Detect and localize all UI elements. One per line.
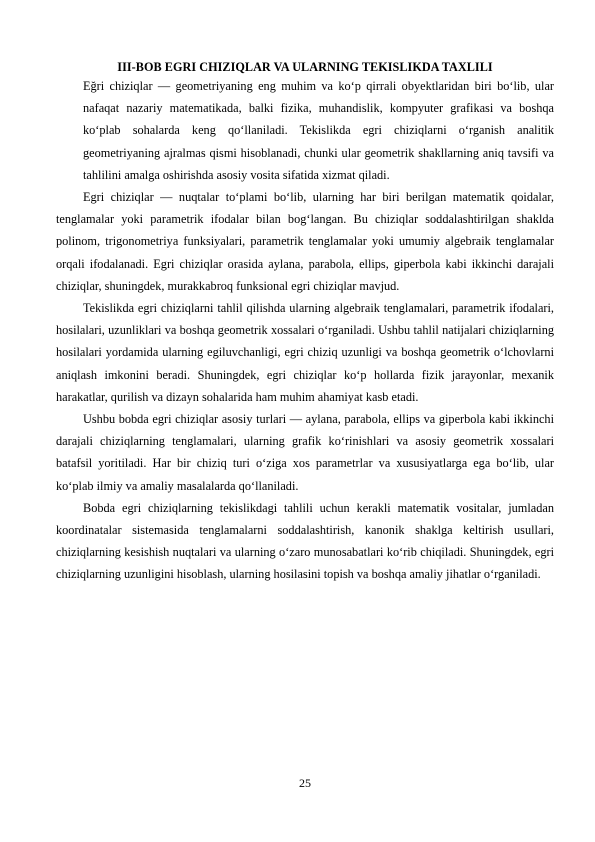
paragraph-4: Ushbu bobda egri chiziqlar asosiy turlari — aylana, parabola, ellips va giperbola kabi ikkinchi darajali chiziqlarning tenglamalari, ularning grafik ko‘rinishlari va asosiy geometrik xossalari batafsil yoritiladi. Har bir chiziq turi o‘ziga xos parametrlar va xususiyatlarga ega bo‘lib, ular ko‘plab ilmiy va amaliy masalalarda qo‘llaniladi. — [56, 412, 554, 493]
paragraph-3: Tekislikda egri chiziqlarni tahlil qilishda ularning algebraik tenglamalari, parametrik ifodalari, hosilalari, uzunliklari va boshqa geometrik xossalari o‘rganiladi. Ushbu tahlil natijalari chiziqlarning hosilalari yordamida ularning egiluvchanligi, egri chiziq uzunligi va boshqa geometrik o‘lchovlarni aniqlash imkonini beradi. Shuningdek, egri chiziqlar ko‘p hollarda fizik jarayonlar, mexanik harakatlar, qurilish va dizayn sohalarida ham muhim ahamiyat kasb etadi. — [56, 301, 554, 404]
paragraph-5: Bobda egri chiziqlarning tekislikdagi tahlili uchun kerakli matematik vositalar, jumladan koordinatalar sistemasida tenglamalarni soddalashtirish, kanonik shaklga keltirish usullari, chiziqlarning kesishish nuqtalari va ularning o‘zaro munosabatlari ko‘rib chiqiladi. Shuningdek, egri chiziqlarning uzunligini hisoblash, ularning hosilasini topish va boshqa amaliy jihatlar o‘rganiladi. — [56, 500, 554, 582]
body-text — [56, 75, 554, 586]
paragraph-2: Egri chiziqlar — nuqtalar to‘plami bo‘lib, ularning har biri berilgan matematik qoidalar, tenglamalar yoki parametrik ifodalar bilan bog‘langan. Bu chiziqlar soddalashtirilgan shaklda polinom, trigonometriya funksiyalari, parametrik tenglamalar yoki umumiy algebraik tenglamalar orqali ifodalanadi. Egri chiziqlar orasida aylana, parabola, ellips, giperbola kabi ikkinchi darajali chiziqlar, shuningdek, murakkabroq funksional egri chiziqlar mavjud. — [56, 190, 554, 293]
chapter-title: III-BOB EGRI CHIZIQLAR VA ULARNING TEKISLIKDA TAXLILI — [117, 60, 493, 74]
paragraph-1: Eğri chiziqlar — geometriyaning eng muhim va ko‘p qirrali obyektlaridan biri bo‘lib, ular nafaqat nazariy matematikada, balki fizika, muhandislik, kompyuter grafikasi va boshqa ko‘plab sohalarda keng qo‘llaniladi. Tekislikda egri chiziqlarni o‘rganish analitik geometriyaning ajralmas qismi hisoblanadi, chunki ular geometrik shakllarning aniq tavsifi va tahlilini amalga oshirishda asosiy vosita sifatida xizmat qiladi. — [83, 79, 554, 182]
page-number: 25 — [299, 776, 311, 790]
